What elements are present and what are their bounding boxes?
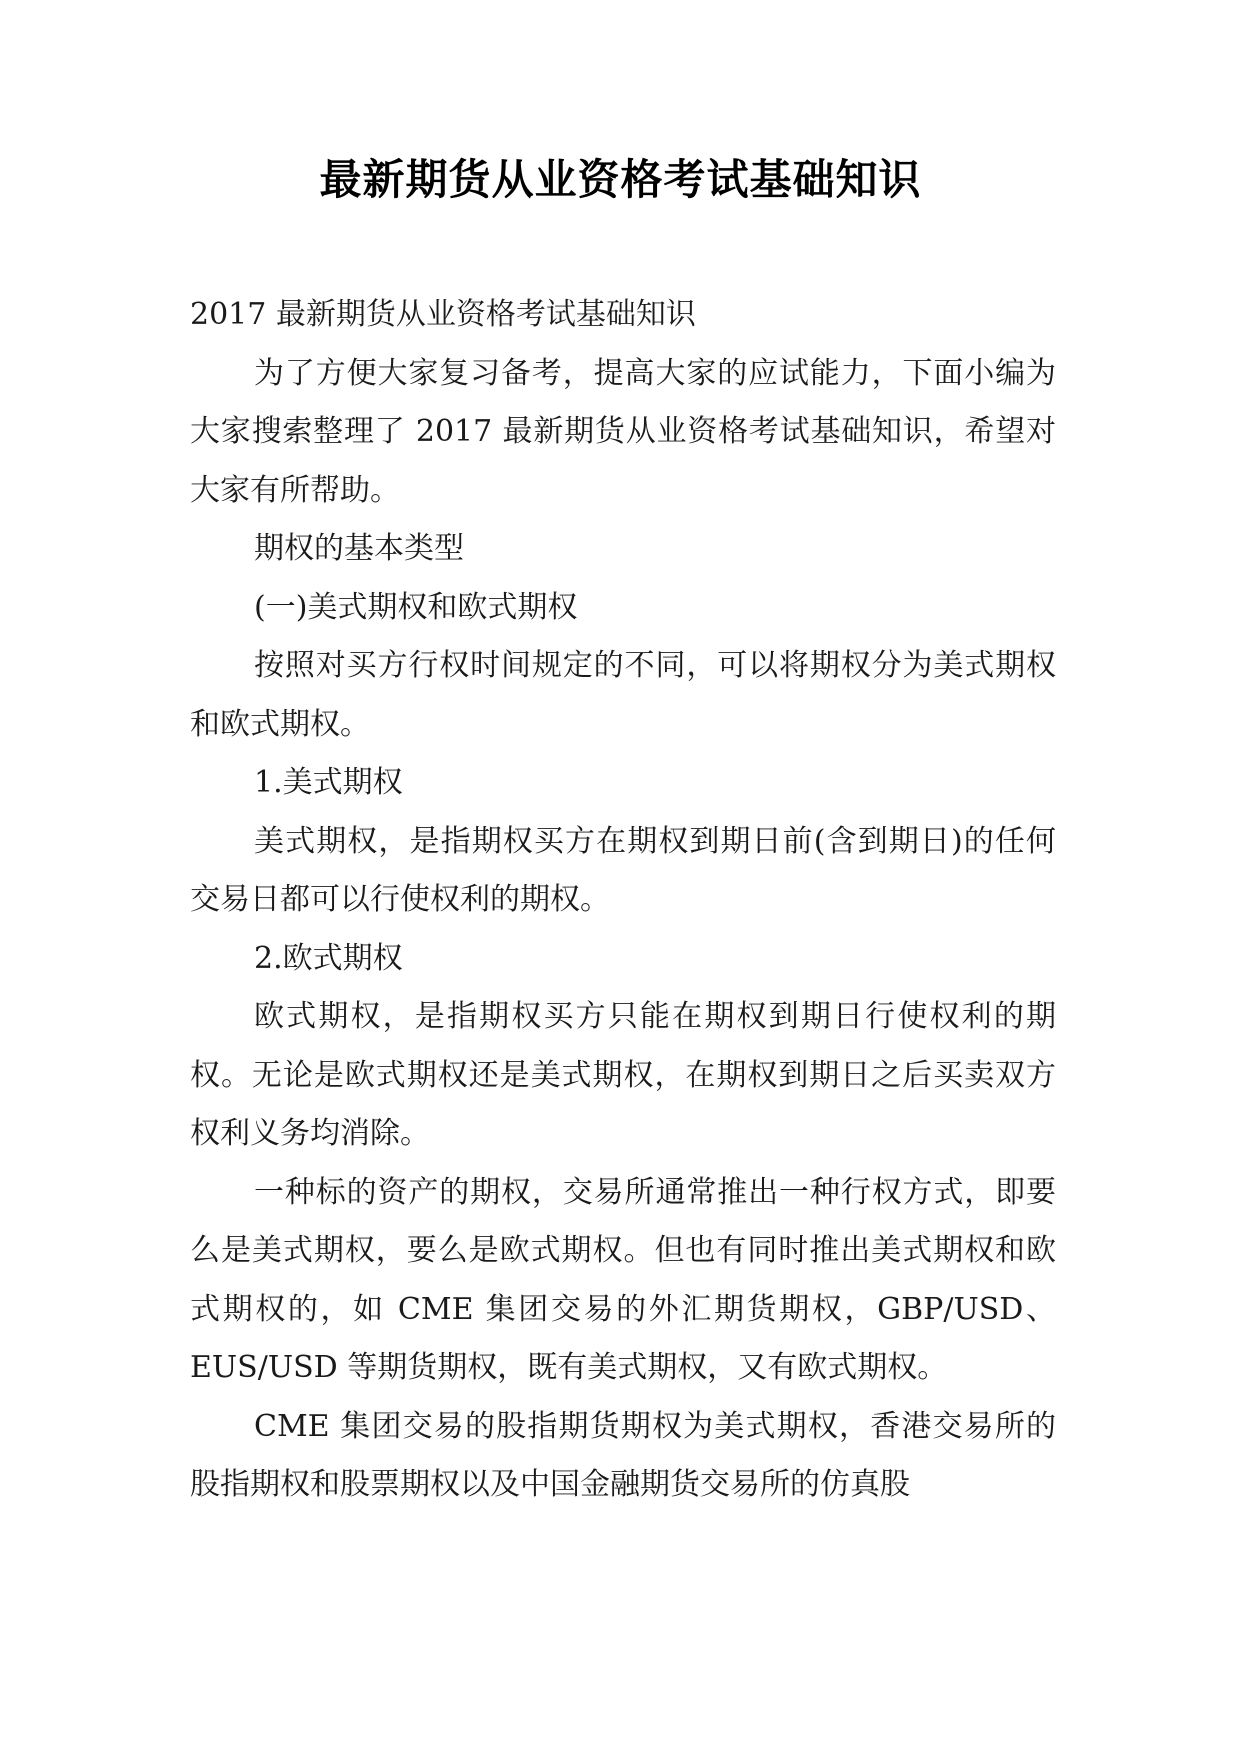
- list-heading: 2.欧式期权: [254, 940, 403, 976]
- subsection-heading: (一)美式期权和欧式期权: [254, 589, 578, 625]
- paragraph: 按照对买方行权时间规定的不同，可以将期权分为美式期权和欧式期权。: [190, 648, 1056, 742]
- document-body: [190, 286, 1056, 1515]
- paragraph: 一种标的资产的期权，交易所通常推出一种行权方式，即要么是美式期权，要么是欧式期权。但也有同时推出美式期权和欧式期权的，如 CME 集团交易的外汇期货期权，GBP/USD、EUS/USD 等期货期权，既有美式期权，又有欧式期权。: [190, 1174, 1056, 1385]
- paragraph: 欧式期权，是指期权买方只能在期权到期日行使权利的期权。无论是欧式期权还是美式期权，在期权到期日之后买卖双方权利义务均消除。: [190, 999, 1056, 1151]
- paragraph: 美式期权，是指期权买方在期权到期日前(含到期日)的任何交易日都可以行使权利的期权。: [190, 823, 1056, 917]
- section-heading: 期权的基本类型: [254, 531, 464, 566]
- paragraph: CME 集团交易的股指期货期权为美式期权，香港交易所的股指期权和股票期权以及中国金融期货交易所的仿真股: [190, 1408, 1056, 1502]
- paragraph-intro: 为了方便大家复习备考，提高大家的应试能力，下面小编为大家搜索整理了 2017 最新期货从业资格考试基础知识，希望对大家有所帮助。: [190, 355, 1056, 508]
- document-title: 最新期货从业资格考试基础知识: [319, 155, 922, 204]
- list-heading: 1.美式期权: [254, 765, 403, 800]
- paragraph-subtitle: 2017 最新期货从业资格考试基础知识: [190, 297, 696, 332]
